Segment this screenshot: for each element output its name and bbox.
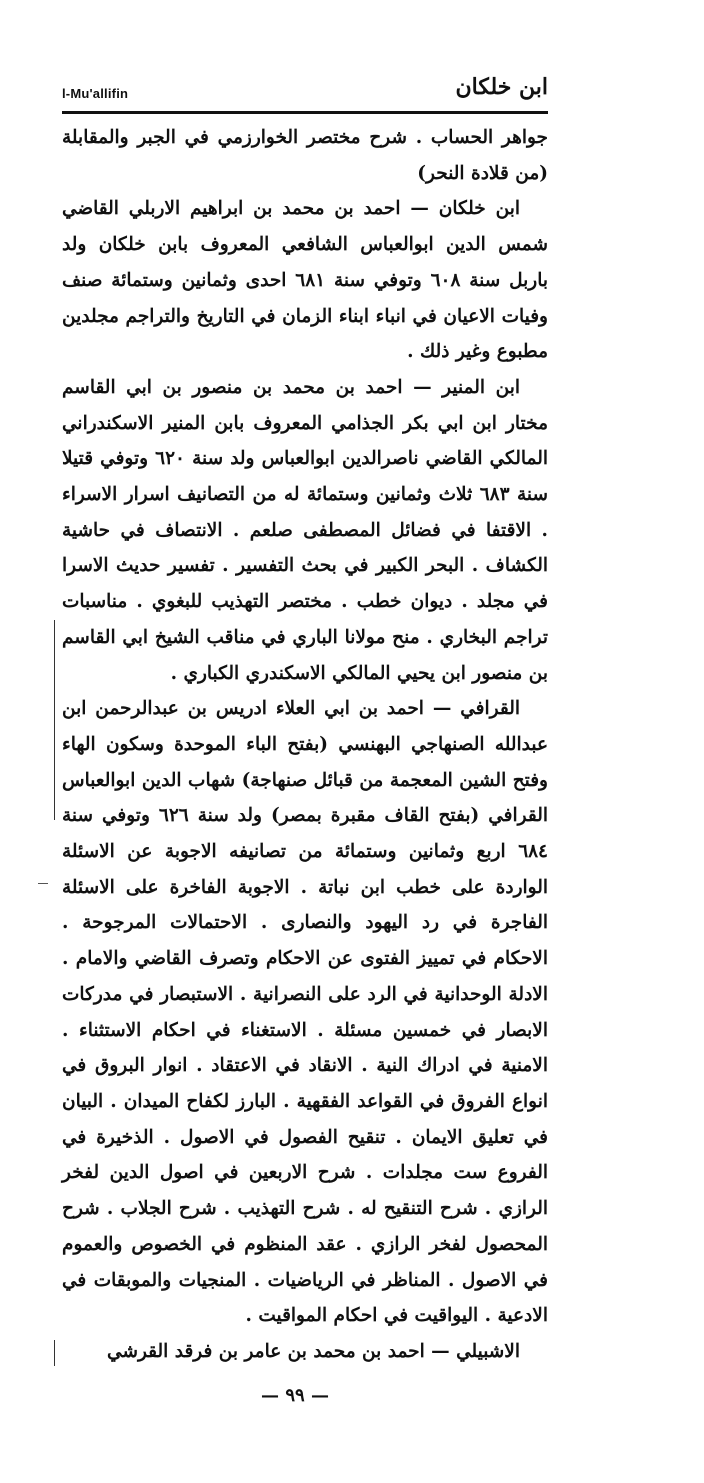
margin-dash-mark (38, 883, 48, 884)
page-number: — ٩٩ — (261, 1385, 329, 1406)
header-right-label: ابن خلكان (455, 74, 548, 100)
entry-al-qarafi: القرافي — احمد بن ابي العلاء ادريس بن عبدالرحمن ابن عبدالله الصنهاجي البهنسي (بفتح الباء الموحدة وسكون الهاء وفتح الشين المعجمة من قبائل صنهاجة) شهاب الدين ابوالعباس القرافي (بفتح القاف مقبرة بمصر) ولد سنة ٦٢٦ وتوفي سنة ٦٨٤ اربع وثمانين وستمائة من تصانيفه الاجوبة عن الاسئلة الواردة على خطب ابن نباتة . الاجوبة الفاخرة على الاسئلة الفاجرة في رد اليهود والنصارى . الاحتمالات المرجوحة . الاحكام في تمييز الفتوى عن الاحكام وتصرف القاضي والامام . الادلة الوحدانية في الرد على النصرانية . الاستبصار في مدركات الابصار في خمسين مسئلة . الاستغناء في احكام الاستثناء . الامنية في ادراك النية . الانقاد في الاعتقاد . انوار البروق في انواع الفروق في القواعد الفقهية . البارز لكفاح الميدان . البيان في تعليق الايمان . تنقيح الفصول في الاصول . الذخيرة في الفروع ست مجلدات . شرح الاربعين في اصول الدين لفخر الرازي . شرح التنقيح له . شرح التهذيب . شرح الجلاب . شرح المحصول لفخر الرازي . عقد المنظوم في الخصوص والعموم في الاصول . المناظر في الرياضيات . المنجيات والموبقات في الادعية . اليواقيت في احكام المواقيت . (62, 698, 548, 1327)
entry-ibn-al-munir: ابن المنير — احمد بن محمد بن منصور بن ابي القاسم مختار ابن ابي بكر الجذامي المعروف بابن المنير الاسكندراني المالكي القاضي ناصرالدين ابوالعباس ولد سنة ٦٢٠ وتوفي قتيلا سنة ٦٨٣ ثلاث وثمانين وستمائة له من التصانيف اسرار الاسراء . الاقتفا في فضائل المصطفى صلعم . الانتصاف في حاشية الكشاف . البحر الكبير في بحث التفسير . تفسير حديث الاسرا في مجلد . ديوان خطب . مختصر التهذيب للبغوي . مناسبات تراجم البخاري . منح مولانا الباري في مناقب الشيخ ابي القاسم بن منصور ابن يحيي المالكي الاسكندري الكباري . (62, 376, 548, 684)
entry-ibn-khallikan: ابن خلكان — احمد بن محمد بن ابراهيم الاربلي القاضي شمس الدين ابوالعباس الشافعي المعروف بابن خلكان ولد باربل سنة ٦٠٨ وتوفي سنة ٦٨١ احدى وثمانين وستمائة صنف وفيات الاعيان في انباء ابناء الزمان في التاريخ والتراجم مجلدين مطبوع وغير ذلك . (62, 198, 549, 363)
margin-mark (54, 620, 55, 820)
header-rule (62, 111, 548, 114)
margin-tick-mark (54, 1340, 55, 1366)
running-header (62, 74, 548, 110)
entry-al-ishbili: الاشبيلي — احمد بن محمد بن عامر بن فرقد القرشي (107, 1340, 520, 1362)
body-text (62, 120, 548, 1370)
paragraph-continuation: جواهر الحساب . شرح مختصر الخوارزمي في الجبر والمقابلة (من قلادة النحر) (62, 127, 548, 184)
header-left-label: l-Mu'allifin (62, 86, 129, 101)
